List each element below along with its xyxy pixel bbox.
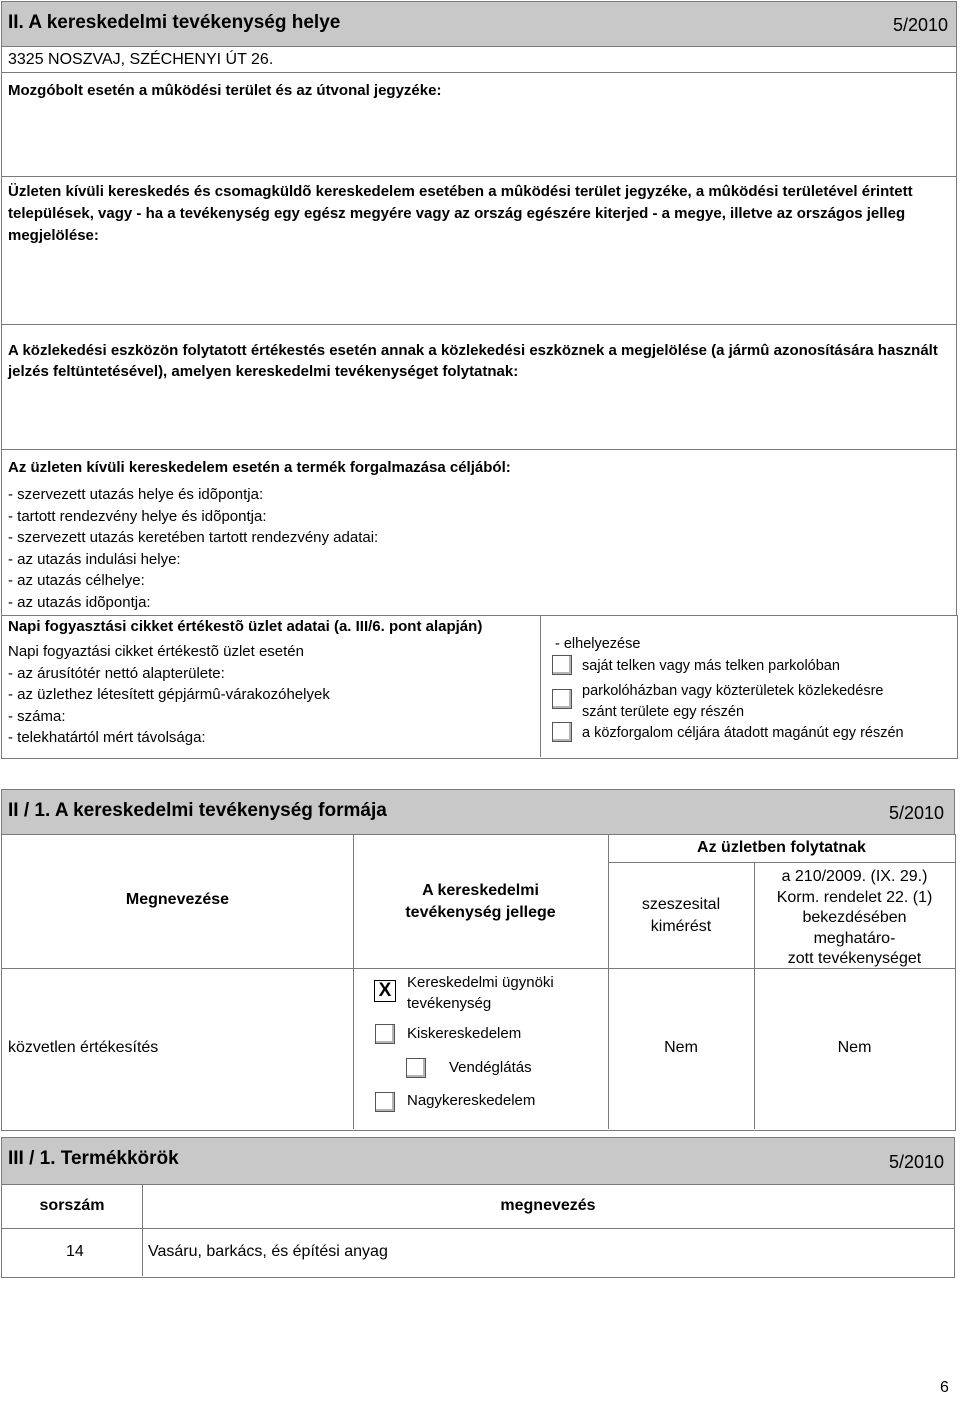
row-name: közvetlen értékesítés	[8, 1039, 159, 1056]
col-header-decree-line: zott tevékenységet	[787, 950, 922, 967]
placement-checkbox-private-road[interactable]	[552, 722, 572, 742]
section2-header	[1, 1, 957, 47]
col-header-alcohol-line: kimérést	[650, 918, 712, 935]
col-header-type	[353, 880, 608, 924]
list-item: - telekhatártól mért távolsága:	[8, 729, 206, 746]
section2-1-code: 5/2010	[888, 803, 944, 823]
alcohol-value: Nem	[664, 1039, 698, 1056]
list-item: - az árusítótér nettó alapterülete:	[8, 664, 225, 682]
type-checkbox-wholesale[interactable]	[375, 1092, 395, 1112]
placement-option-label: a közforgalom céljára átadott magánút egy részén	[582, 725, 904, 741]
type-label-wholesale: Nagykereskedelem	[407, 1092, 536, 1109]
list-item: - száma:	[8, 707, 66, 725]
list-item: - tartott rendezvény helye és idõpontja:	[8, 507, 267, 525]
divider	[608, 862, 955, 863]
divider	[540, 615, 541, 757]
section3-1-code: 5/2010	[888, 1152, 944, 1172]
col-header-product: megnevezés	[500, 1197, 596, 1214]
type-label-line: tevékenység	[407, 995, 492, 1012]
col-header-alcohol-line: szeszesital	[641, 896, 721, 913]
col-header-store: Az üzletben folytatnak	[697, 839, 866, 856]
placement-checkbox-own-lot[interactable]	[552, 655, 572, 675]
section2-code: 5/2010	[892, 15, 948, 35]
section3-1-title: III / 1. Termékkörök	[8, 1148, 179, 1169]
vehicle-field	[1, 324, 957, 450]
list-item: - az utazás indulási helye:	[8, 550, 181, 568]
list-item: - az üzlethez létesített gépjármû-várakozóhelyek	[8, 686, 330, 703]
list-item: - szervezett utazás keretében tartott rendezvény adatai:	[8, 529, 379, 546]
product-sales-list	[8, 484, 378, 613]
product-groups-table	[1, 1184, 955, 1278]
col-header-decree	[754, 867, 955, 970]
col-header-decree-line: meghatáro-	[813, 929, 896, 947]
outside-store-label: Üzleten kívüli kereskedés és csomagküldõ kereskedelem esetében a mûködési terület jegyzéke, a mûködési területével érintett települések, vagy - ha a tevékenység egy egész megyére vagy az ország egészére kiterjed - a megye, illetve az országos jelleg megjelölése:	[8, 183, 913, 244]
address-row	[1, 46, 957, 73]
col-header-decree-line: a 210/2009. (IX. 29.)	[781, 868, 928, 885]
list-item: - az utazás idõpontja:	[8, 593, 151, 611]
type-label-catering: Vendéglátás	[449, 1059, 532, 1076]
type-label-agent	[407, 972, 554, 1014]
mobile-store-label: Mozgóbolt esetén a mûködési terület és az útvonal jegyzéke:	[8, 82, 442, 99]
product-sales-field	[1, 449, 957, 616]
type-label-retail: Kiskereskedelem	[407, 1025, 522, 1042]
list-item: - szervezett utazás helye és idõpontja:	[8, 486, 264, 503]
col-header-number: sorszám	[39, 1197, 105, 1214]
activity-form-table	[1, 834, 956, 1131]
col-header-name: Megnevezése	[125, 891, 230, 908]
section2-1-header	[1, 789, 955, 835]
mobile-store-field	[1, 72, 957, 177]
divider	[353, 834, 354, 1129]
col-header-alcohol	[608, 894, 754, 938]
decree-value: Nem	[837, 1039, 872, 1056]
outside-store-field	[1, 176, 957, 325]
type-label-line: Kereskedelmi ügynöki	[407, 974, 554, 991]
col-header-type-line: tevékenység jellege	[405, 904, 556, 921]
placement-option-label: saját telken vagy más telken parkolóban	[582, 658, 840, 674]
col-header-type-line: A kereskedelmi	[422, 882, 539, 899]
type-checkbox-agent[interactable]: X	[374, 980, 396, 1002]
placement-option-label: parkolóházban vagy közterületek közlekedésre	[582, 683, 884, 699]
divider	[608, 834, 609, 1129]
row-product-name: Vasáru, barkács, és építési anyag	[148, 1243, 388, 1260]
vehicle-label: A közlekedési eszközön folytatott értékestés esetén annak a közlekedési eszköznek a megjelölése (a jármû azonosítására használt jelzés feltüntetésével), amelyen kereskedelmi tevékenységet folytatnak:	[8, 342, 938, 380]
placement-checkbox-garage[interactable]	[552, 689, 572, 709]
daily-store-field	[1, 615, 958, 759]
page-number: 6	[940, 1379, 949, 1396]
address-text: 3325 NOSZVAJ, SZÉCHENYI ÚT 26.	[8, 51, 274, 68]
section2-title: II. A kereskedelmi tevékenység helye	[8, 12, 341, 33]
table-row	[2, 1228, 954, 1276]
list-item: Napi fogyaztási cikket értékestõ üzlet esetén	[8, 643, 304, 660]
col-header-decree-line: bekezdésében	[802, 909, 907, 926]
daily-store-title: Napi fogyasztási cikket értékestõ üzlet adatai (a. III/6. pont alapján)	[8, 618, 483, 635]
type-checkbox-catering[interactable]	[406, 1058, 426, 1078]
daily-store-list	[8, 641, 330, 749]
list-item: - az utazás célhelye:	[8, 572, 145, 589]
type-checkbox-retail[interactable]	[375, 1024, 395, 1044]
product-sales-title: Az üzleten kívüli kereskedelem esetén a termék forgalmazása céljából:	[8, 459, 511, 476]
col-header-decree-line: Korm. rendelet 22. (1)	[776, 888, 933, 906]
row-number: 14	[66, 1243, 84, 1260]
placement-option-label: szánt területe egy részén	[582, 704, 745, 720]
placement-label: - elhelyezése	[555, 636, 641, 652]
section3-1-header	[1, 1137, 955, 1185]
section2-1-title: II / 1. A kereskedelmi tevékenység formája	[8, 800, 387, 821]
